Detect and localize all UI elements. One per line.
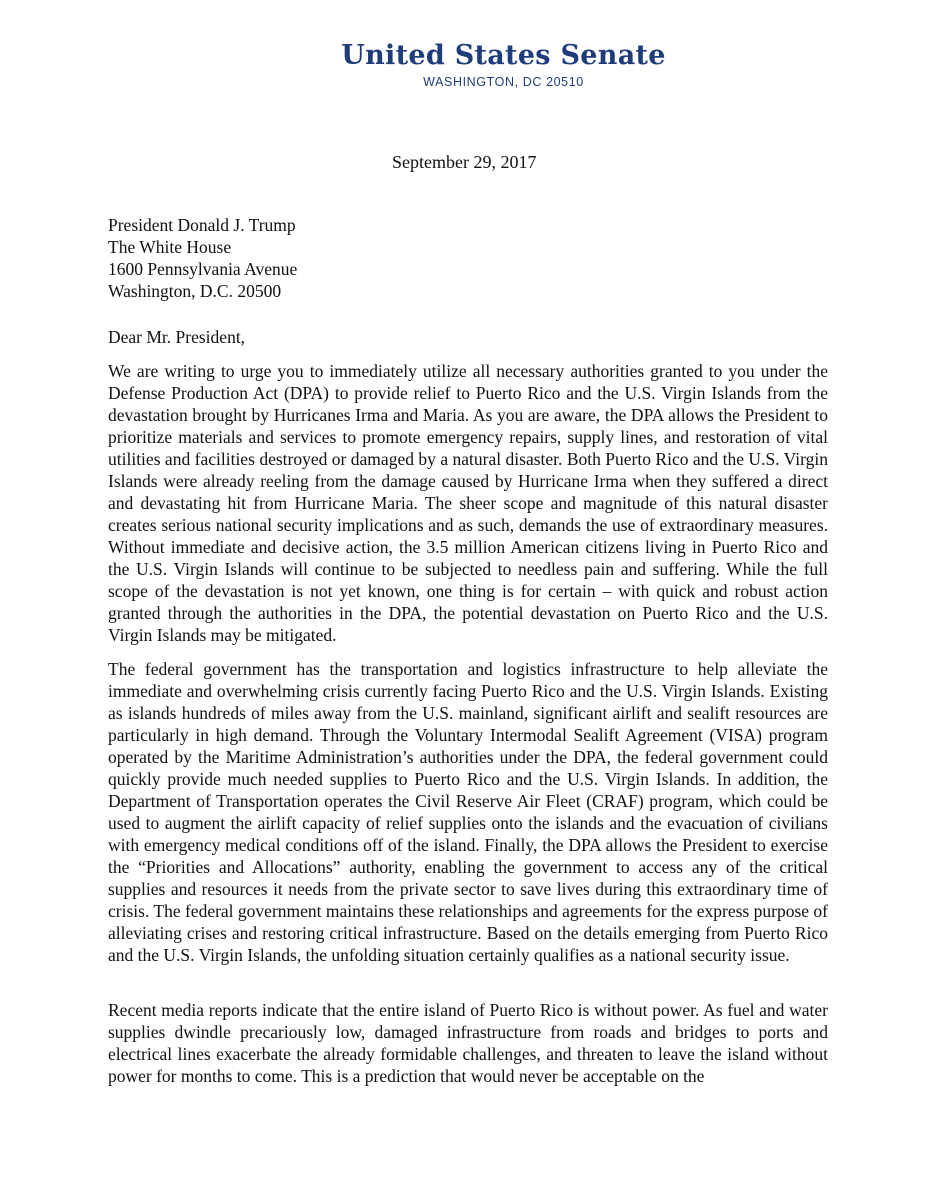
recipient-name: President Donald J. Trump	[108, 215, 296, 235]
letter-date: September 29, 2017	[392, 152, 537, 172]
body-paragraph-3: Recent media reports indicate that the entire island of Puerto Rico is without power. As fuel and water supplies dwindle precariously low, damaged infrastructure from roads and bridges to ports and electrical lines exacerbate the already formidable challenges, and threaten to leave the island without power for months to come. This is a prediction that would never be acceptable on the	[108, 1000, 828, 1086]
recipient-address-line-3: 1600 Pennsylvania Avenue	[108, 259, 298, 279]
body-paragraph-2: The federal government has the transportation and logistics infrastructure to help alleviate the immediate and overwhelming crisis currently facing Puerto Rico and the U.S. Virgin Islands. Existing as islands hundreds of miles away from the U.S. mainland, significant airlift and sealift resources are particularly in high demand. Through the Voluntary Intermodal Sealift Agreement (VISA) program operated by the Maritime Administration’s authorities under the DPA, the federal government could quickly provide much needed supplies to Puerto Rico and the U.S. Virgin Islands. In addition, the Department of Transportation operates the Civil Reserve Air Fleet (CRAF) program, which could be used to augment the airlift capacity of relief supplies onto the islands and the evacuation of civilians with emergency medical conditions off of the island. Finally, the DPA allows the President to exercise the “Priorities and Allocations” authority, enabling the government to access any of the critical supplies and resources it needs from the private sector to save lives during this extraordinary time of crisis. The federal government maintains these relationships and agreements for the express purpose of alleviating crises and restoring critical infrastructure. Based on the details emerging from Puerto Rico and the U.S. Virgin Islands, the unfolding situation certainly qualifies as a national security issue.	[108, 659, 828, 965]
letterhead	[0, 42, 927, 89]
letterhead-address: WASHINGTON, DC 20510	[423, 75, 584, 89]
body-paragraph-1: We are writing to urge you to immediately utilize all necessary authorities granted to you under the Defense Production Act (DPA) to provide relief to Puerto Rico and the U.S. Virgin Islands from the devastation brought by Hurricanes Irma and Maria. As you are aware, the DPA allows the President to prioritize materials and services to promote emergency repairs, supply lines, and restoration of vital utilities and facilities destroyed or damaged by a natural disaster. Both Puerto Rico and the U.S. Virgin Islands were already reeling from the damage caused by Hurricane Irma when they suffered a direct and devastating hit from Hurricane Maria. The sheer scope and magnitude of this natural disaster creates serious national security implications and as such, demands the use of extraordinary measures. Without immediate and decisive action, the 3.5 million American citizens living in Puerto Rico and the U.S. Virgin Islands will continue to be subjected to needless pain and suffering. While the full scope of the devastation is not yet known, one thing is for certain – with quick and robust action granted through the authorities in the DPA, the potential devastation on Puerto Rico and the U.S. Virgin Islands may be mitigated.	[108, 361, 828, 645]
salutation: Dear Mr. President,	[108, 327, 246, 347]
recipient-address-line-2: The White House	[108, 237, 232, 257]
recipient-address	[108, 214, 828, 302]
letterhead-title: United States Senate	[341, 40, 666, 71]
recipient-address-line-4: Washington, D.C. 20500	[108, 281, 282, 301]
